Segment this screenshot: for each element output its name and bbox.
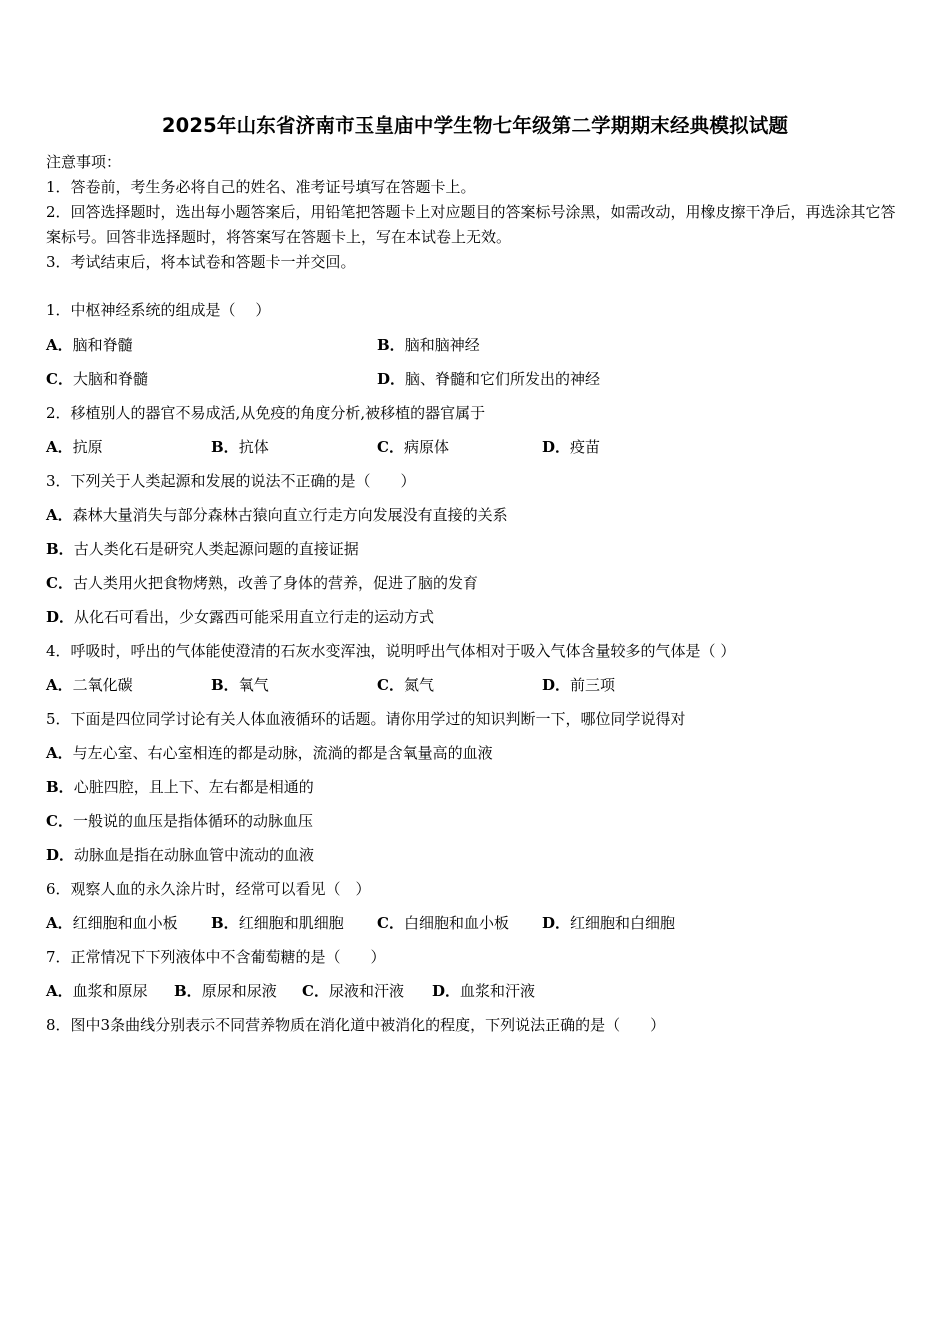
question-7-option-d[interactable] [432,980,535,1002]
question-4-options [46,674,906,696]
option-label: C． [46,370,73,388]
option-text: 红细胞和肌细胞 [238,914,344,932]
question-1-options-row-1 [46,334,906,356]
option-text: 氮气 [403,676,434,694]
option-text: 尿液和汗液 [328,982,404,1000]
option-text: 红细胞和血小板 [72,914,178,932]
option-text: 古人类化石是研究人类起源问题的直接证据 [73,540,359,558]
option-label: D． [46,846,75,864]
question-3-stem: 3．下列关于人类起源和发展的说法不正确的是（ ） [46,472,416,490]
option-label: C． [46,574,73,592]
question-5-option-d[interactable] [46,844,314,866]
question-7-option-c[interactable] [302,980,404,1002]
question-2-stem: 2．移植别人的器官不易成活,从免疫的角度分析,被移植的器官属于 [46,404,486,422]
question-2-option-d[interactable] [542,436,600,458]
option-text: 红细胞和白细胞 [570,914,676,932]
option-text: 白细胞和血小板 [403,914,509,932]
question-3-option-a[interactable] [46,504,508,526]
option-label: B． [211,438,239,456]
question-5-stem: 5．下面是四位同学讨论有关人体血液循环的话题。请你用学过的知识判断一下，哪位同学说得对 [46,710,686,728]
option-label: B． [211,914,239,932]
question-4-option-b[interactable] [211,674,269,696]
question-6-option-d[interactable] [542,912,675,934]
option-label: D． [46,608,75,626]
option-text: 疫苗 [570,438,601,456]
option-text: 抗原 [72,438,103,456]
question-7-option-a[interactable] [46,980,148,1002]
question-4-stem: 4．呼吸时，呼出的气体能使澄清的石灰水变浑浊，说明呼出气体相对于吸入气体含量较多的气体是（ ） [46,642,736,660]
option-label: C． [377,676,404,694]
option-label: A． [46,914,73,932]
option-label: B． [211,676,239,694]
option-label: A． [46,336,73,354]
notice-heading: 注意事项： [46,153,122,171]
option-text: 动脉血是指在动脉血管中流动的血液 [74,846,315,864]
option-label: A． [46,676,73,694]
option-text: 与左心室、右心室相连的都是动脉，流淌的都是含氧量高的血液 [72,744,493,762]
option-text: 前三项 [570,676,616,694]
question-7-option-b[interactable] [174,980,277,1002]
option-text: 原尿和尿液 [201,982,277,1000]
question-7-options [46,980,906,1002]
question-1-option-b[interactable] [377,334,480,356]
option-label: B． [377,336,405,354]
question-1-stem: 1．中枢神经系统的组成是（ ） [46,301,271,319]
question-6-option-b[interactable] [211,912,344,934]
question-4-option-c[interactable] [377,674,434,696]
notice-item-3: 3．考试结束后，将本试卷和答题卡一并交回。 [46,253,356,271]
option-text: 森林大量消失与部分森林古猿向直立行走方向发展没有直接的关系 [72,506,508,524]
question-5-option-a[interactable] [46,742,493,764]
option-text: 大脑和脊髓 [72,370,148,388]
option-text: 心脏四腔，且上下、左右都是相通的 [73,778,314,796]
option-text: 古人类用火把食物烤熟，改善了身体的营养，促进了脑的发育 [72,574,478,592]
option-label: D． [377,370,406,388]
option-text: 一般说的血压是指体循环的动脉血压 [72,812,313,830]
question-5-option-b[interactable] [46,776,314,798]
notice-item-1: 1．答卷前，考生务必将自己的姓名、准考证号填写在答题卡上。 [46,178,476,196]
option-label: D． [542,676,571,694]
option-text: 脑和脊髓 [72,336,133,354]
option-label: C． [302,982,329,1000]
option-label: A． [46,506,73,524]
option-label: C． [377,914,404,932]
question-2-option-a[interactable] [46,436,103,458]
question-5-option-c[interactable] [46,810,313,832]
option-label: C． [46,812,73,830]
option-label: D． [432,982,461,1000]
question-3-option-c[interactable] [46,572,478,594]
question-3-option-b[interactable] [46,538,359,560]
option-text: 病原体 [403,438,449,456]
question-6-option-a[interactable] [46,912,178,934]
question-6-stem: 6．观察人血的永久涂片时，经常可以看见（ ） [46,880,371,898]
option-label: A． [46,982,73,1000]
question-1-option-a[interactable] [46,334,133,356]
question-6-option-c[interactable] [377,912,509,934]
option-label: D． [542,914,571,932]
notice-block [46,150,906,275]
option-label: B． [46,540,74,558]
question-4-option-d[interactable] [542,674,615,696]
question-3-option-d[interactable] [46,606,434,628]
option-label: B． [46,778,74,796]
option-label: A． [46,744,73,762]
notice-item-2: 2．回答选择题时，选出每小题答案后，用铅笔把答题卡上对应题目的答案标号涂黑，如需改动，用橡皮擦干净后，再选涂其它答案标号。回答非选择题时，将答案写在答题卡上，写在本试卷上无效。 [46,203,896,246]
question-2-options [46,436,906,458]
option-label: A． [46,438,73,456]
option-text: 氧气 [238,676,269,694]
option-label: B． [174,982,202,1000]
question-7-stem: 7．正常情况下下列液体中不含葡萄糖的是（ ） [46,948,386,966]
question-2-option-b[interactable] [211,436,269,458]
question-6-options [46,912,906,934]
option-label: C． [377,438,404,456]
page-title: 2025年山东省济南市玉皇庙中学生物七年级第二学期期末经典模拟试题 [161,114,789,137]
option-text: 从化石可看出，少女露西可能采用直立行走的运动方式 [74,608,435,626]
question-1-option-c[interactable] [46,368,148,390]
question-1-option-d[interactable] [377,368,600,390]
option-text: 抗体 [238,438,269,456]
question-8-stem: 8．图中3条曲线分别表示不同营养物质在消化道中被消化的程度，下列说法正确的是（ ） [46,1016,666,1034]
option-text: 血浆和原尿 [72,982,148,1000]
question-2-option-c[interactable] [377,436,449,458]
option-label: D． [542,438,571,456]
option-text: 脑和脑神经 [404,336,480,354]
option-text: 血浆和汗液 [460,982,536,1000]
option-text: 脑、脊髓和它们所发出的神经 [405,370,601,388]
question-4-option-a[interactable] [46,674,133,696]
question-1-options-row-2 [46,368,906,390]
option-text: 二氧化碳 [72,676,133,694]
